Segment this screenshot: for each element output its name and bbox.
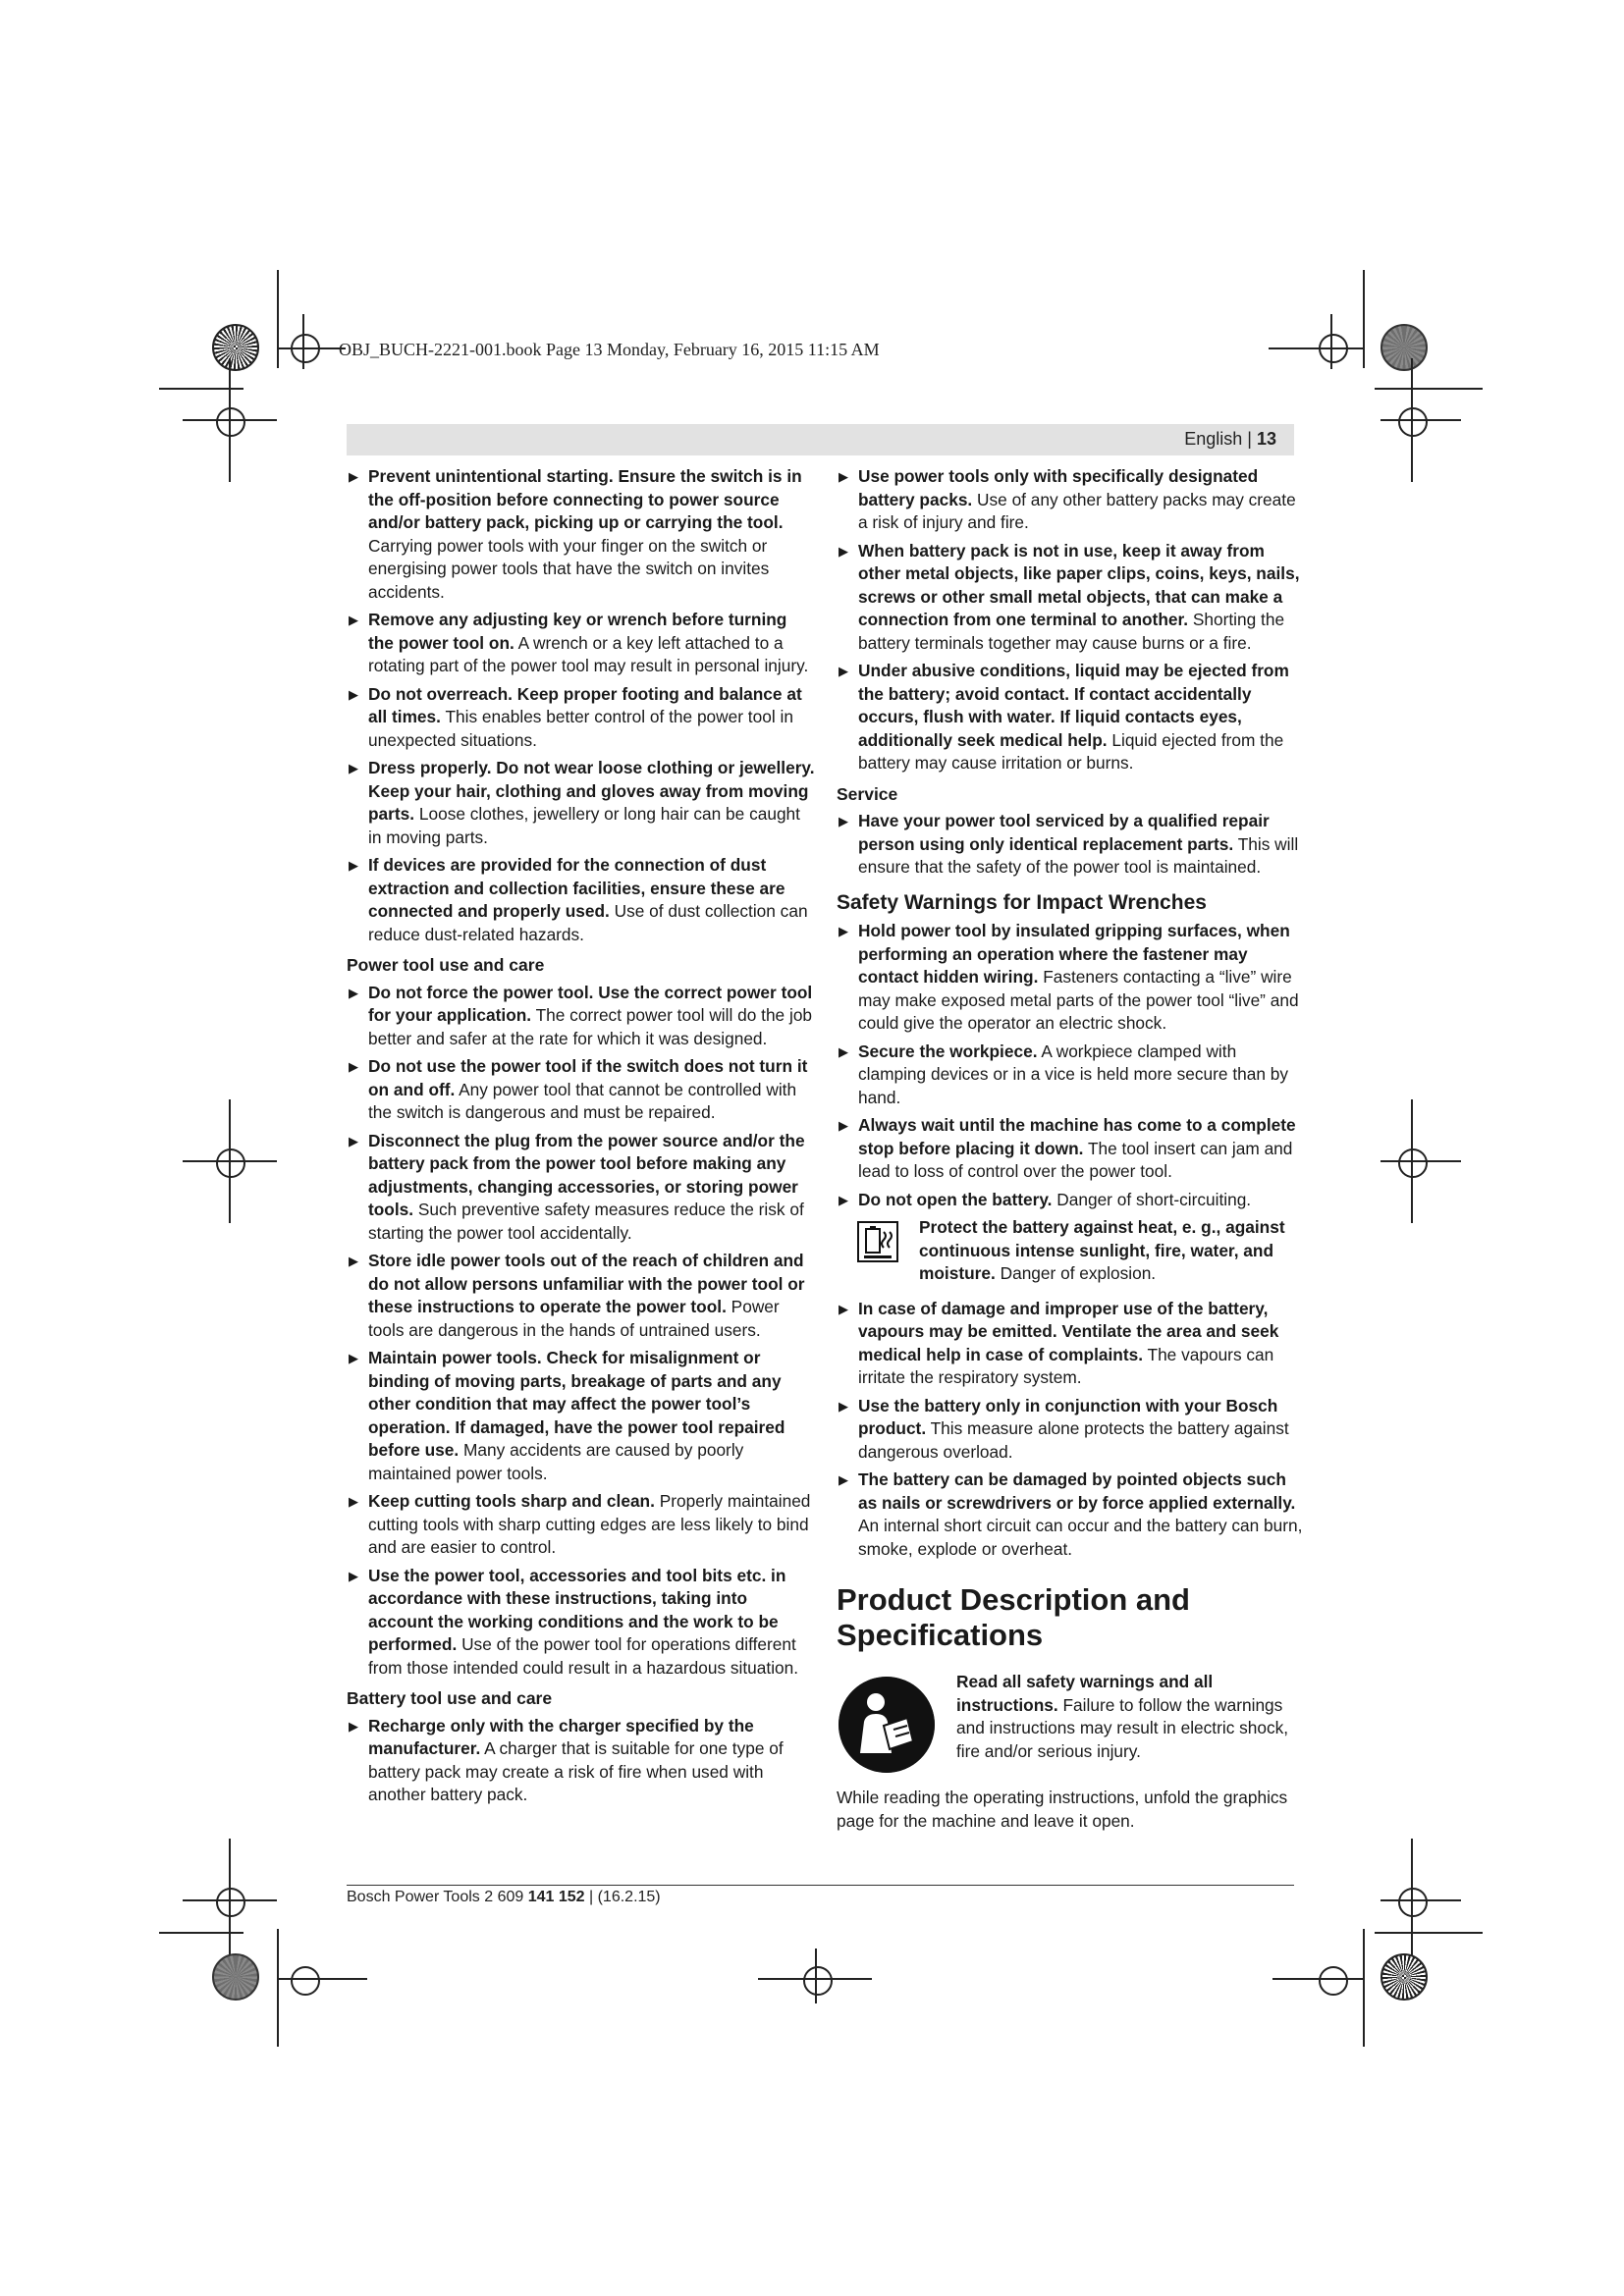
closing-text: While reading the operating instructions, unfold the graphics page for the machine and leave it open. — [837, 1788, 1288, 1831]
warning-text: Use of the power tool for operations different from those intended could result in a hazardous situation. — [368, 1634, 799, 1678]
warning-bold: Prevent unintentional starting. Ensure the switch is in the off-position before connecting to power source and/or battery pack, picking up or carrying the tool. — [368, 466, 802, 532]
warning-text: Any power tool that cannot be controlled with the switch is dangerous and must be repaired. — [368, 1079, 797, 1122]
footer — [347, 1889, 661, 1906]
page-header-bar — [347, 424, 1294, 455]
warning-text: Liquid ejected from the battery may cause irritation or burns. — [858, 729, 1284, 773]
power-tool-heading: Power tool use and care — [347, 955, 545, 975]
warning-text: Carrying power tools with your finger on the switch or energising power tools that have the switch on invites accidents. — [368, 535, 770, 602]
battery-safety-list — [837, 1298, 1308, 1562]
warning-item — [837, 1041, 1308, 1110]
warning-item — [837, 1114, 1308, 1184]
warning-text: Many accidents are caused by poorly maintained power tools. — [368, 1440, 744, 1483]
warning-text: A workpiece clamped with clamping devices or in a vice is held more secure than by hand. — [858, 1041, 1289, 1107]
warning-item — [347, 1055, 816, 1125]
footer-rule — [347, 1885, 1294, 1886]
color-wheel-mark — [212, 324, 259, 371]
gray-wheel-mark — [1380, 324, 1428, 371]
bullet-arrow-icon: ▶ — [839, 1118, 848, 1133]
warning-item — [347, 1715, 816, 1807]
warning-bold: When battery pack is not in use, keep it away from other metal objects, like paper clips, coins, keys, nails, screws or other small metal objects, that can make a connection from one terminal to another. — [858, 540, 1300, 629]
heat-warning-bold: Protect the battery against heat, e. g., against continuous intense sunlight, fire, water, and moisture. — [919, 1217, 1285, 1283]
read-warning-text: Failure to follow the warnings and instructions may result in electric shock, fire and/or serious injury. — [956, 1694, 1289, 1761]
bullet-arrow-icon: ▶ — [839, 1192, 848, 1207]
bullet-arrow-icon: ▶ — [349, 1718, 358, 1734]
bullet-arrow-icon: ▶ — [839, 664, 848, 678]
warning-item — [347, 683, 816, 753]
bullet-arrow-icon: ▶ — [349, 469, 358, 484]
bullet-arrow-icon: ▶ — [839, 1398, 848, 1414]
bullet-arrow-icon: ▶ — [349, 761, 358, 775]
bullet-arrow-icon: ▶ — [839, 814, 848, 828]
bullet-arrow-icon: ▶ — [349, 686, 358, 702]
bullet-arrow-icon: ▶ — [349, 1494, 358, 1509]
warning-item — [837, 1395, 1308, 1465]
bullet-arrow-icon: ▶ — [349, 613, 358, 627]
section-name: English — [1184, 429, 1243, 449]
warning-item — [347, 854, 816, 946]
warning-text: This will ensure that the safety of the power tool is maintained. — [858, 833, 1299, 877]
right-column — [837, 465, 1308, 1833]
warning-item — [837, 465, 1308, 535]
warning-bold: Store idle power tools out of the reach of children and do not allow persons unfamiliar with the power tool or these instructions to operate the power tool. — [368, 1251, 805, 1316]
warning-bold: Disconnect the plug from the power source and/or the battery pack from the power tool before making any adjustments, changing accessories, or storing power tools. — [368, 1130, 805, 1219]
warning-item — [347, 1490, 816, 1560]
warning-bold: In case of damage and improper use of the battery, vapours may be emitted. Ventilate the area and seek medical help in case of complaints. — [858, 1298, 1279, 1364]
bullet-arrow-icon: ▶ — [839, 924, 848, 938]
warning-bold: Use power tools only with specifically designated battery packs. — [858, 466, 1259, 509]
warning-text: Loose clothes, jewellery or long hair can be caught in moving parts. — [368, 804, 800, 847]
warning-bold: Always wait until the machine has come to a complete stop before placing it down. — [858, 1115, 1296, 1158]
warning-bold: Maintain power tools. Check for misalignment or binding of moving parts, breakage of parts and any other condition that may affect the power tool’s operation. If damaged, have the power tool repaired before use. — [368, 1348, 785, 1460]
gray-wheel-mark — [212, 1953, 259, 2001]
warning-item — [347, 982, 816, 1051]
warning-item — [347, 1130, 816, 1246]
warning-item — [837, 1468, 1308, 1561]
bullet-arrow-icon: ▶ — [349, 858, 358, 873]
warning-text: Such preventive safety measures reduce the risk of starting the power tool accidentally. — [368, 1200, 804, 1243]
battery-list — [347, 1715, 816, 1807]
warning-bold: Use the battery only in conjunction with your Bosch product. — [858, 1395, 1278, 1438]
bullet-arrow-icon: ▶ — [349, 1568, 358, 1583]
bullet-arrow-icon: ▶ — [349, 1351, 358, 1365]
impact-wrench-heading: Safety Warnings for Impact Wrenches — [837, 890, 1207, 914]
warning-item — [347, 1250, 816, 1342]
heat-warning-text: Danger of explosion. — [995, 1263, 1157, 1283]
service-heading: Service — [837, 783, 898, 804]
warning-bold: If devices are provided for the connection of dust extraction and collection facilities, ensure these are connected and properly used. — [368, 855, 785, 921]
warning-text: Use of any other battery packs may create a risk of injury and fire. — [858, 489, 1296, 532]
battery-list-continued — [837, 465, 1308, 775]
read-manual-icon — [839, 1677, 935, 1773]
warning-item — [347, 609, 816, 678]
page-header — [1184, 429, 1276, 450]
warning-text: A charger that is suitable for one type of battery pack may create a risk of fire when used with another battery pack. — [368, 1738, 784, 1804]
warning-bold: Hold power tool by insulated gripping surfaces, when performing an operation where the fastener may contact hidden wiring. — [858, 921, 1290, 987]
warning-text: Use of dust collection can reduce dust-related hazards. — [368, 901, 808, 944]
service-list — [837, 810, 1308, 880]
warning-bold: Do not use the power tool if the switch does not turn it on and off. — [368, 1056, 808, 1099]
warning-item — [837, 920, 1308, 1036]
page-number: 13 — [1256, 429, 1276, 449]
warning-item — [347, 757, 816, 849]
warning-bold: Secure the workpiece. — [858, 1041, 1038, 1061]
warning-bold: Dress properly. Do not wear loose clothing or jewellery. Keep your hair, clothing and gloves away from moving parts. — [368, 758, 815, 824]
warning-item — [837, 540, 1308, 656]
read-warning-bold: Read all safety warnings and all instructions. — [956, 1672, 1214, 1715]
header-separator: | — [1247, 429, 1252, 449]
warning-text: Shorting the battery terminals together may cause burns or a fire. — [858, 610, 1285, 653]
color-wheel-mark — [1380, 1953, 1428, 2001]
bullet-arrow-icon: ▶ — [349, 1059, 358, 1074]
warning-bold: Keep cutting tools sharp and clean. — [368, 1491, 655, 1511]
warning-bold: Under abusive conditions, liquid may be ejected from the battery; avoid contact. If contact accidentally occurs, flush with water. If liquid contacts eyes, additionally seek medical help. — [858, 661, 1289, 750]
warning-bold: The battery can be damaged by pointed objects such as nails or screwdrivers or by force applied externally. — [858, 1469, 1296, 1513]
footer-bold: 141 152 — [527, 1889, 585, 1905]
warning-text: The correct power tool will do the job better and safer at the rate for which it was designed. — [368, 1005, 813, 1048]
bullet-arrow-icon: ▶ — [839, 1043, 848, 1059]
battery-heat-warning-icon — [856, 1220, 899, 1263]
power-tool-list — [347, 982, 816, 1681]
heat-warning-block — [837, 1216, 1308, 1286]
warning-text: An internal short circuit can occur and the battery can burn, smoke, explode or overheat. — [858, 1516, 1303, 1559]
impact-wrench-list — [837, 920, 1308, 1211]
warning-bold: Do not overreach. Keep proper footing and balance at all times. — [368, 683, 802, 726]
bullet-arrow-icon: ▶ — [839, 543, 848, 559]
warning-item — [347, 1347, 816, 1485]
intro-warnings-list — [347, 465, 816, 946]
bullet-arrow-icon: ▶ — [349, 1254, 358, 1268]
read-instructions-block — [837, 1671, 1308, 1769]
footer-suffix: | (16.2.15) — [584, 1889, 661, 1905]
warning-text: The tool insert can jam and lead to loss of control over the power tool. — [858, 1138, 1293, 1181]
warning-text: Properly maintained cutting tools with sharp cutting edges are less likely to bind and are easier to control. — [368, 1491, 811, 1557]
battery-heading: Battery tool use and care — [347, 1688, 553, 1708]
job-header: OBJ_BUCH-2221-001.book Page 13 Monday, February 16, 2015 11:15 AM — [339, 340, 880, 359]
warning-text: Fasteners contacting a “live” wire may make exposed metal parts of the power tool “live” and could give the operator an electric shock. — [858, 967, 1299, 1033]
bullet-arrow-icon: ▶ — [349, 985, 358, 1000]
warning-item — [837, 810, 1308, 880]
warning-text: This enables better control of the power tool in unexpected situations. — [368, 707, 793, 750]
bullet-arrow-icon: ▶ — [839, 469, 848, 484]
warning-bold: Have your power tool serviced by a qualified repair person using only identical replacement parts. — [858, 811, 1270, 854]
warning-item — [347, 1565, 816, 1681]
warning-bold: Recharge only with the charger specified by the manufacturer. — [368, 1715, 754, 1758]
warning-item — [837, 1189, 1308, 1212]
warning-bold: Do not force the power tool. Use the correct power tool for your application. — [368, 982, 813, 1025]
left-column — [347, 465, 816, 1812]
warning-bold: Use the power tool, accessories and tool bits etc. in accordance with these instructions, taking into account the working conditions and the work to be performed. — [368, 1565, 786, 1654]
warning-bold: Do not open the battery. — [858, 1189, 1053, 1209]
bullet-arrow-icon: ▶ — [839, 1472, 848, 1487]
bullet-arrow-icon: ▶ — [349, 1133, 358, 1148]
warning-item — [347, 465, 816, 604]
warning-text: The vapours can irritate the respiratory system. — [858, 1344, 1274, 1387]
product-description-heading: Product Description and Specifications — [837, 1582, 1190, 1652]
bullet-arrow-icon: ▶ — [839, 1301, 848, 1316]
warning-item — [837, 1298, 1308, 1390]
warning-text: A wrench or a key left attached to a rotating part of the power tool may result in personal injury. — [368, 632, 809, 675]
warning-item — [837, 660, 1308, 775]
warning-bold: Remove any adjusting key or wrench before turning the power tool on. — [368, 610, 787, 653]
warning-text: This measure alone protects the battery against dangerous overload. — [858, 1418, 1289, 1462]
warning-text: Power tools are dangerous in the hands of untrained users. — [368, 1297, 780, 1340]
warning-text: Danger of short-circuiting. — [1052, 1189, 1252, 1209]
footer-prefix: Bosch Power Tools 2 609 — [347, 1889, 528, 1905]
